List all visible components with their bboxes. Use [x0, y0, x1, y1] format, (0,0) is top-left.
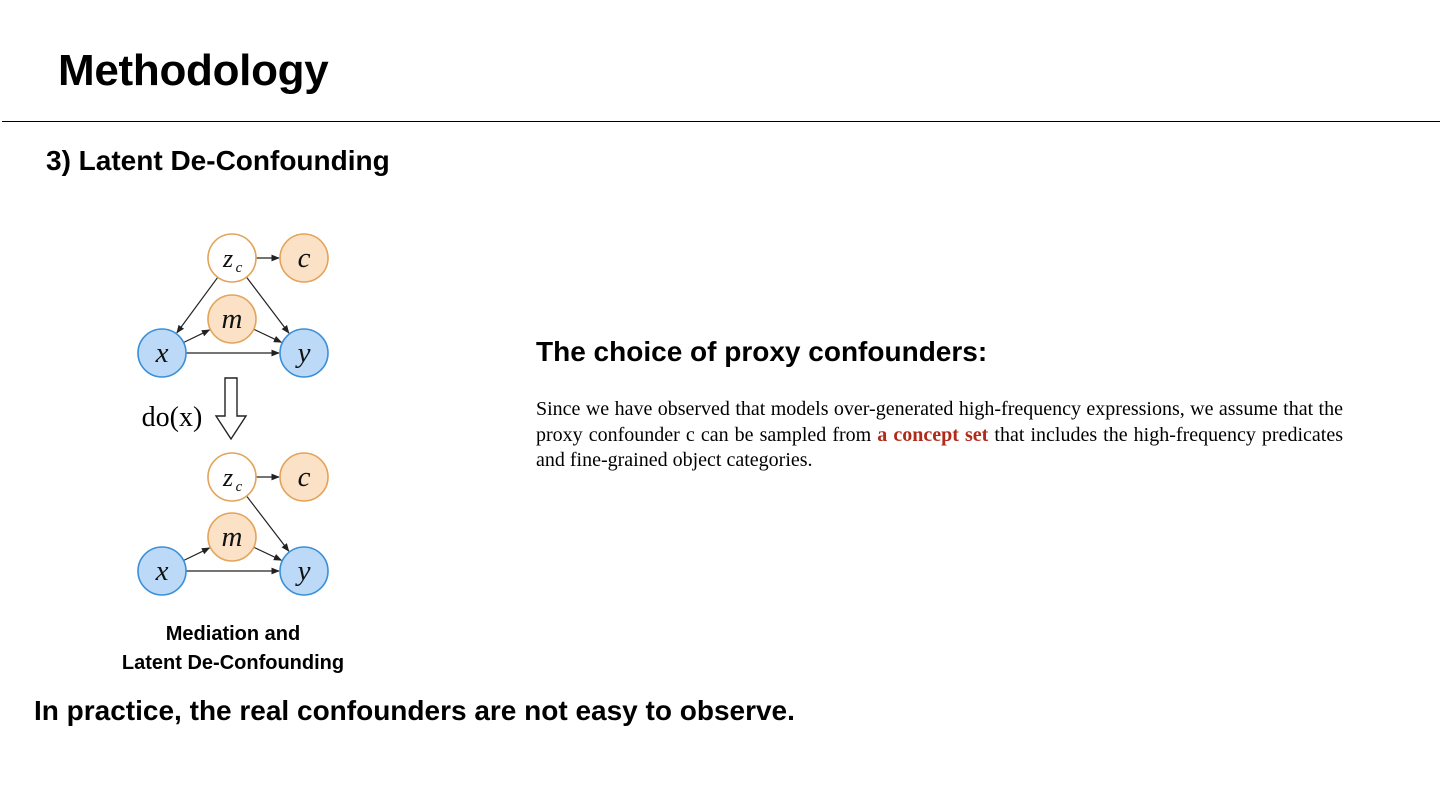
top-edge-m-y: [254, 329, 282, 342]
description-text-after: that includes the high-frequency predicates and fine-grained object categories.: [536, 423, 1343, 471]
top-node-y-label: y: [297, 337, 311, 369]
bottom-node-x-label: x: [155, 555, 169, 587]
section-title: 3) Latent De-Confounding: [46, 145, 390, 176]
concept-set-highlight: a concept set: [877, 423, 989, 446]
footer-statement: In practice, the real confounders are not easy to observe.: [34, 695, 795, 726]
top-edge-x-m: [184, 330, 210, 343]
caption-line-2: Latent De-Confounding: [121, 652, 345, 674]
hollow-down-arrow-icon: [216, 378, 246, 439]
top-graph: [138, 234, 328, 377]
top-node-c-label: c: [297, 242, 311, 274]
top-node-x-label: x: [155, 337, 169, 369]
bottom-edge-x-m: [184, 548, 210, 561]
bottom-edge-m-y: [254, 547, 282, 560]
page-title: Methodology: [58, 46, 329, 95]
bottom-node-zc-label: z: [222, 463, 234, 492]
top-node-zc-subscript: c: [235, 260, 243, 276]
title-divider: [2, 121, 1440, 122]
top-node-m-label: m: [221, 303, 243, 335]
description-text-before: Since we have observed that models over-generated high-frequency expressions, we assume that the proxy confounder c can be sampled from: [536, 398, 1343, 446]
bottom-node-c-label: c: [297, 461, 311, 493]
top-node-zc-label: z: [222, 244, 234, 273]
bottom-graph: [138, 453, 328, 595]
causal-diagram: [120, 222, 350, 607]
do-operator: [142, 378, 246, 439]
proxy-description: [536, 397, 1343, 474]
bottom-node-m-label: m: [221, 521, 243, 553]
bottom-node-y-label: y: [297, 555, 311, 587]
bottom-node-zc-subscript: c: [235, 479, 243, 495]
caption-line-1: Mediation and: [165, 623, 301, 645]
proxy-heading: The choice of proxy confounders:: [536, 336, 988, 367]
diagram-caption: [90, 620, 376, 678]
do-operator-label: do(x): [141, 402, 203, 433]
